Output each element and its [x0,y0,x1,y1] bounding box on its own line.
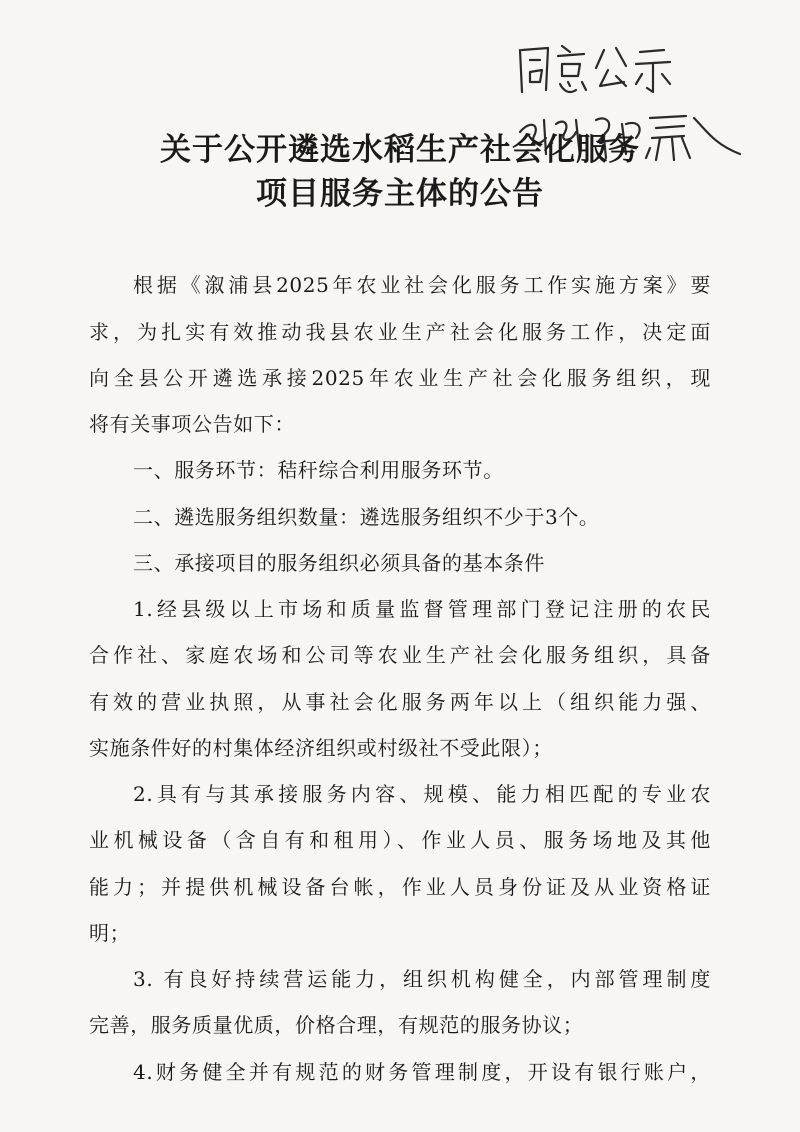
body-line: 能力；并提供机械设备台帐，作业人员身份证及从业资格证 [89,875,711,899]
title-line-2: 项目服务主体的公告 [256,176,544,212]
body-line: 业机械设备（含自有和租用）、作业人员、服务场地及其他 [89,828,711,852]
body-line: 实施条件好的村集体经济组织或村级社不受此限）； [89,736,553,760]
body-line: 求，为扎实有效推动我县农业生产社会化服务工作，决定面 [89,320,711,344]
document-title [0,128,800,216]
body-line: 将有关事项公告如下： [89,412,295,436]
body-line: 4.财务健全并有规范的财务管理制度，开设有银行账户， [133,1060,711,1084]
body-line: 完善，服务质量优质，价格合理，有规范的服务协议； [89,1013,584,1037]
body-line: 三、承接项目的服务组织必须具备的基本条件 [133,551,545,575]
title-line-1: 关于公开遴选水稻生产社会化服务 [160,132,640,168]
body-line: 根据《溆浦县2025年农业社会化服务工作实施方案》要 [133,273,711,297]
body-line: 有效的营业执照，从事社会化服务两年以上（组织能力强、 [89,690,711,714]
body-line: 2.具有与其承接服务内容、规模、能力相匹配的专业农 [133,782,711,806]
body-line: 明； [89,921,131,945]
body-line: 二、遴选服务组织数量：遴选服务组织不少于3个。 [133,505,600,529]
body-line: 一、服务环节：秸秆综合利用服务环节。 [133,458,504,482]
body-line: 3. 有良好持续营运能力，组织机构健全，内部管理制度 [133,967,711,991]
body-line: 合作社、家庭农场和公司等农业生产社会化服务组织，具备 [89,643,711,667]
body-line: 1.经县级以上市场和质量监督管理部门登记注册的农民 [133,597,711,621]
body-line: 向全县公开遴选承接2025年农业生产社会化服务组织，现 [89,366,711,390]
